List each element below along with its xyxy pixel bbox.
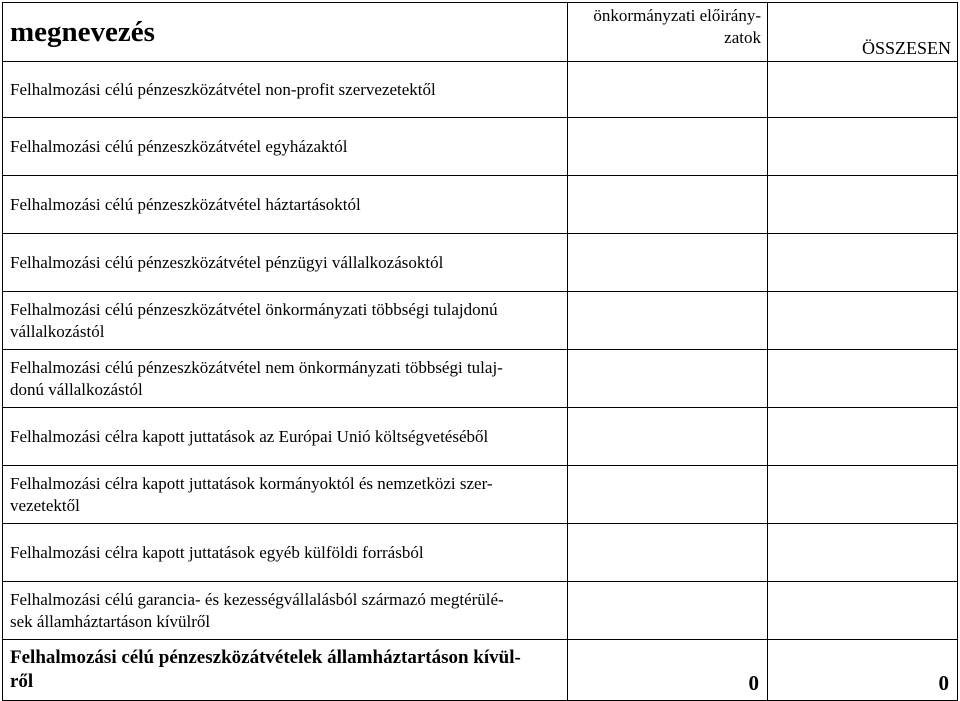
revenue-table: [2, 2, 958, 701]
row-label: Felhalmozási célú pénzeszközátvétel non-profit szervezetektől: [3, 62, 568, 118]
header-total: ÖSSZESEN: [768, 3, 958, 62]
row-value-municipal: [568, 176, 768, 234]
header-col2-line1: önkormányzati előirány-: [593, 6, 761, 25]
row-label: Felhalmozási célú pénzeszközátvétel háztartásoktól: [3, 176, 568, 234]
row-value-municipal: [568, 62, 768, 118]
header-municipal-estimates: [568, 3, 768, 62]
row-label: [3, 582, 568, 640]
table-row: [3, 118, 958, 176]
table-row: [3, 292, 958, 350]
row-label-line2: sek államháztartáson kívülről: [10, 611, 211, 631]
row-value-total: [768, 524, 958, 582]
row-value-municipal: [568, 234, 768, 292]
row-value-total: [768, 292, 958, 350]
total-label-line1: Felhalmozási célú pénzeszközátvételek államháztartáson kívül-: [10, 647, 521, 668]
row-value-municipal: [568, 582, 768, 640]
row-label-line2: vezetektől: [10, 495, 80, 515]
table-row: [3, 176, 958, 234]
table-row: [3, 408, 958, 466]
total-value-municipal: 0: [568, 640, 768, 701]
row-label-line1: Felhalmozási célú garancia- és kezességvállalásból származó megtérülé-: [10, 589, 504, 609]
total-row: [3, 640, 958, 701]
row-label-line1: Felhalmozási célú pénzeszközátvétel nem önkormányzati többségi tulaj-: [10, 357, 503, 377]
row-value-municipal: [568, 524, 768, 582]
row-label: Felhalmozási célú pénzeszközátvétel pénzügyi vállalkozásoktól: [3, 234, 568, 292]
row-value-municipal: [568, 292, 768, 350]
total-label: [3, 640, 568, 701]
row-label-line1: Felhalmozási célú pénzeszközátvétel önkormányzati többségi tulajdonú: [10, 299, 498, 319]
row-value-total: [768, 62, 958, 118]
table-row: [3, 582, 958, 640]
row-label-line2: vállalkozástól: [10, 321, 105, 341]
row-label: [3, 350, 568, 408]
row-value-total: [768, 350, 958, 408]
row-label: Felhalmozási célra kapott juttatások egyéb külföldi forrásból: [3, 524, 568, 582]
table-row: [3, 62, 958, 118]
row-label: [3, 292, 568, 350]
header-col2-line2: zatok: [724, 28, 761, 47]
table-row: [3, 466, 958, 524]
row-value-total: [768, 118, 958, 176]
table-header: [3, 3, 958, 62]
row-value-total: [768, 408, 958, 466]
table-row: [3, 350, 958, 408]
row-value-municipal: [568, 118, 768, 176]
row-label: Felhalmozási célú pénzeszközátvétel egyházaktól: [3, 118, 568, 176]
row-value-total: [768, 234, 958, 292]
row-label: Felhalmozási célra kapott juttatások az Európai Unió költségvetéséből: [3, 408, 568, 466]
total-label-line2: ről: [10, 671, 34, 692]
row-label-line2: donú vállalkozástól: [10, 379, 143, 399]
row-label-line1: Felhalmozási célra kapott juttatások kormányoktól és nemzetközi szer-: [10, 473, 493, 493]
table-row: [3, 524, 958, 582]
header-name: megnevezés: [3, 3, 568, 62]
row-value-municipal: [568, 408, 768, 466]
row-value-municipal: [568, 350, 768, 408]
row-label: [3, 466, 568, 524]
row-value-municipal: [568, 466, 768, 524]
table-row: [3, 234, 958, 292]
row-value-total: [768, 176, 958, 234]
row-value-total: [768, 582, 958, 640]
total-value-total: 0: [768, 640, 958, 701]
row-value-total: [768, 466, 958, 524]
